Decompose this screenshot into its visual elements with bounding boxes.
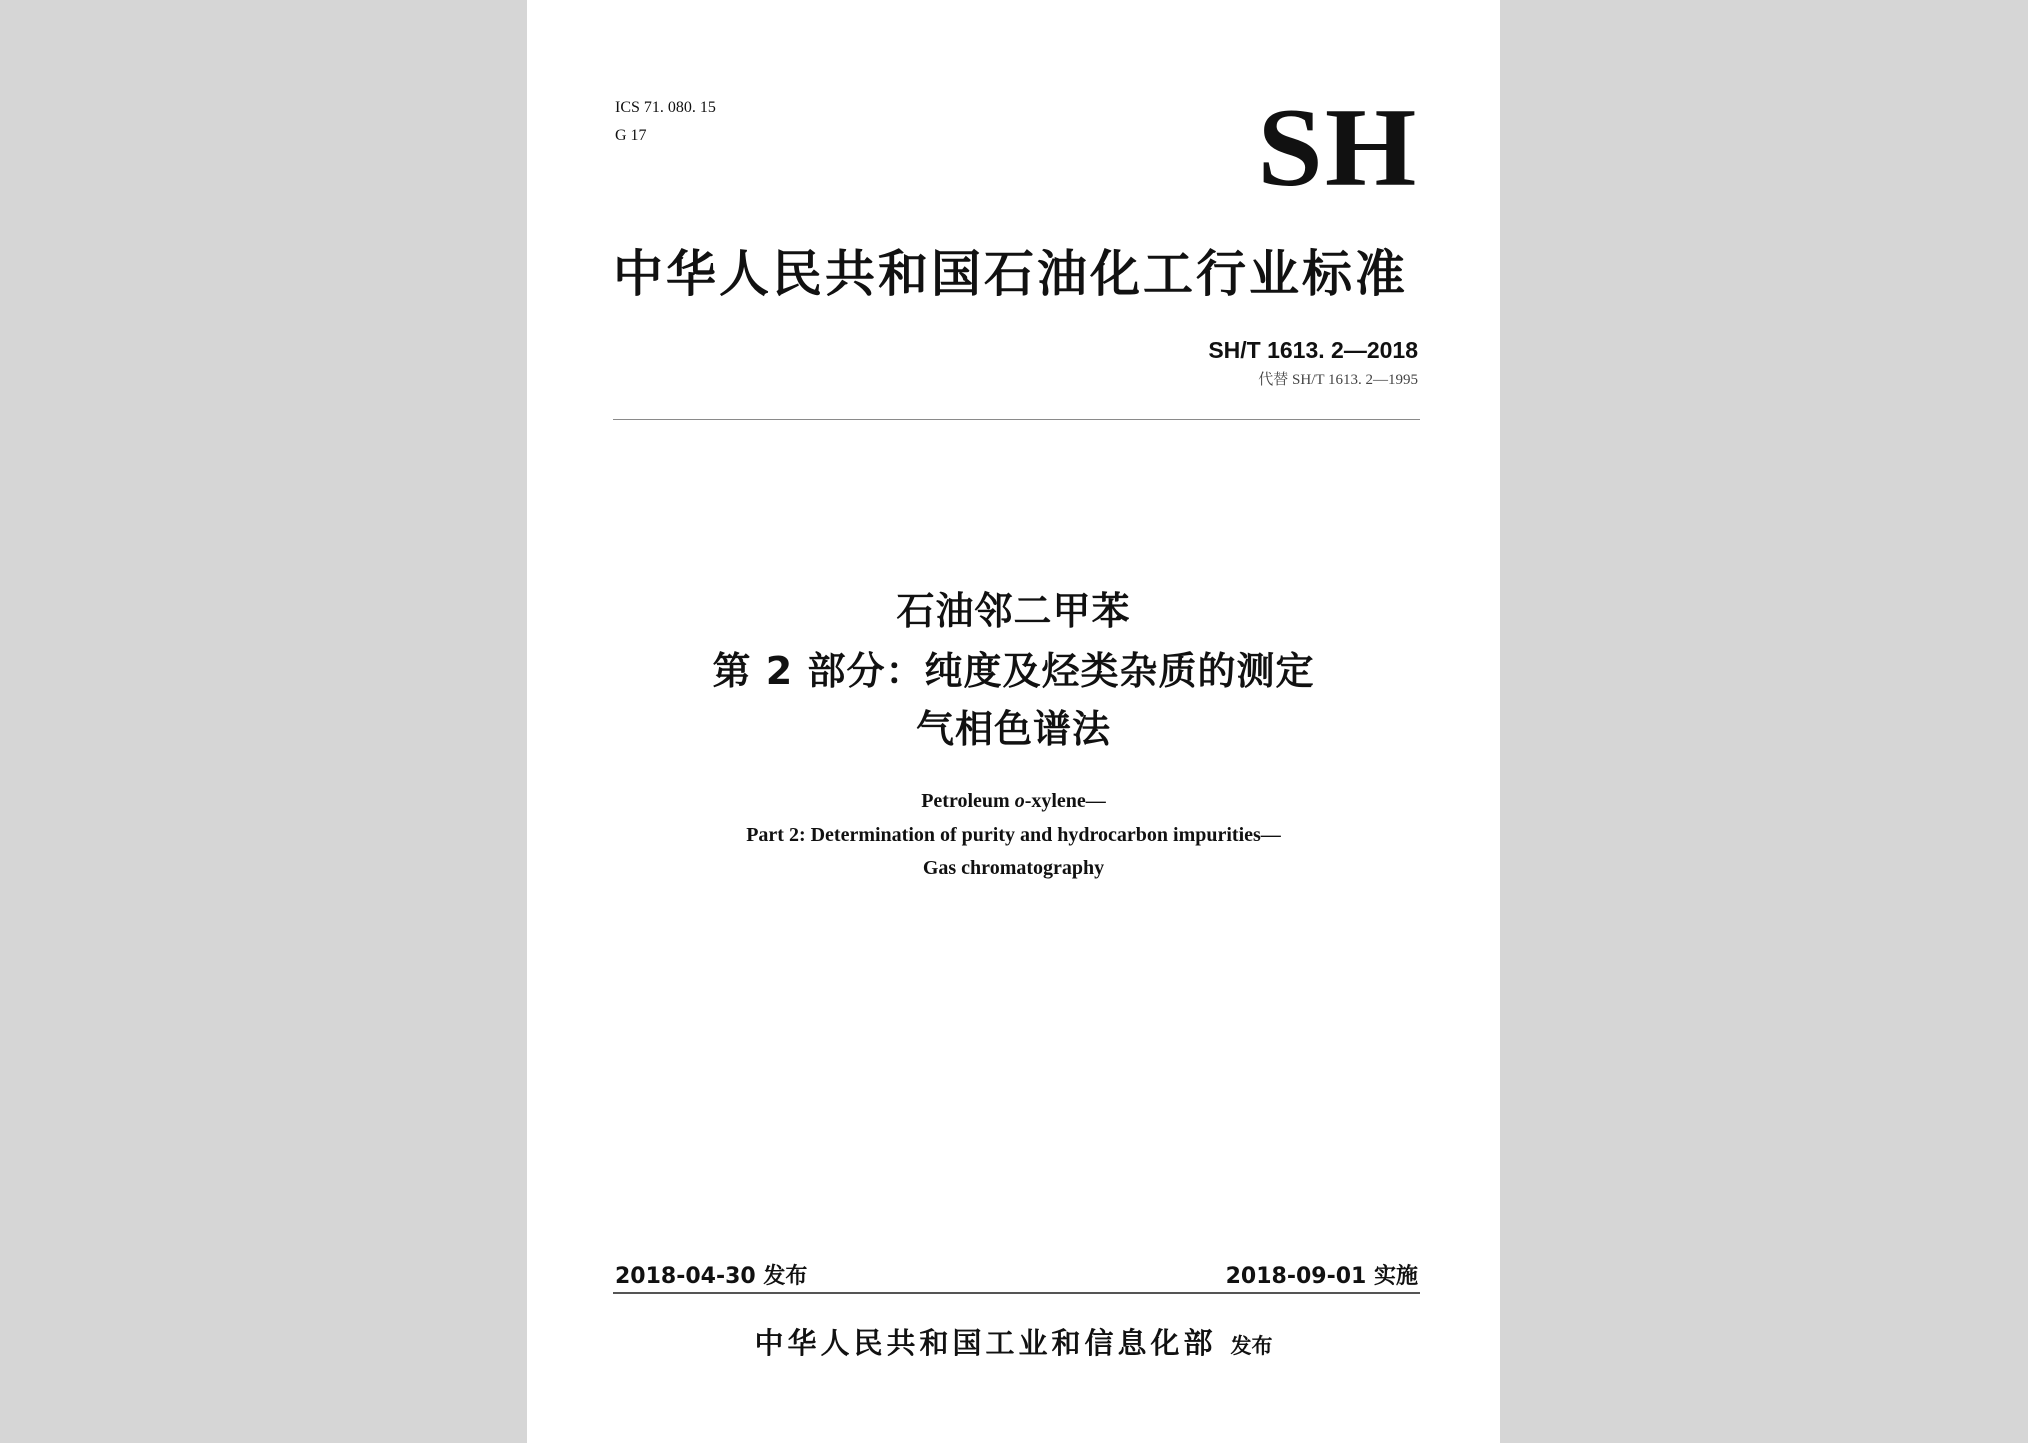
document-page: [527, 0, 1500, 1443]
title-en-line-1-part-c: -xylene—: [1024, 790, 1106, 812]
title-en-line-1-part-a: Petroleum: [921, 790, 1015, 812]
implementation-date: 2018-09-01 实施: [1225, 1264, 1418, 1289]
title-en-line-1: [527, 788, 1500, 814]
industry-standard-title: 中华人民共和国石油化工行业标准: [613, 245, 1408, 303]
title-zh-line-1: 石油邻二甲苯: [896, 589, 1131, 633]
issue-date: 2018-04-30 发布: [615, 1264, 808, 1289]
ics-code: ICS 71. 080. 15: [615, 99, 716, 116]
replaces-standard: 代替 SH/T 1613. 2—1995: [1258, 372, 1418, 388]
title-en-line-2: Part 2: Determination of purity and hydrocarbon impurities—: [746, 824, 1281, 846]
standard-number: SH/T 1613. 2—2018: [1208, 337, 1418, 363]
title-zh-line-3: 气相色谱法: [915, 707, 1111, 751]
issuer: [527, 1323, 1500, 1366]
issuer-action: 发布: [1230, 1334, 1273, 1358]
title-en-line-1-italic: o: [1014, 790, 1025, 812]
issuer-name: 中华人民共和国工业和信息化部: [754, 1326, 1217, 1360]
header-divider: [613, 419, 1420, 420]
title-zh-line-2: 第 2 部分：纯度及烃类杂质的测定: [712, 649, 1315, 693]
footer-divider: [613, 1292, 1420, 1294]
title-en-line-3: Gas chromatography: [922, 857, 1105, 879]
sh-logo: SH: [1256, 86, 1418, 210]
classification-code: G 17: [615, 127, 647, 144]
